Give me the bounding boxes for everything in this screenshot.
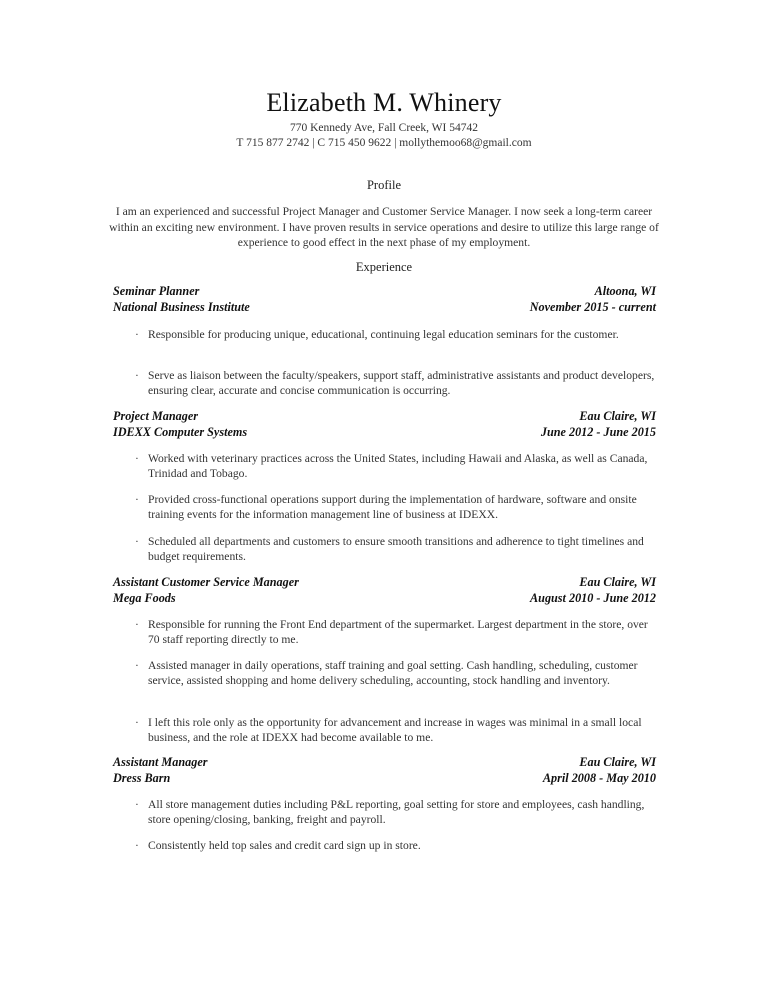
bullet-dot: · — [135, 535, 139, 548]
bullet-text: All store management duties including P&L reporting, goal setting for store and employees, cash handling, store opening/closing, banking, freight and payroll. — [148, 798, 645, 826]
experience-heading: Experience — [355, 260, 413, 274]
job-bullet — [135, 535, 660, 564]
job-dates: November 2015 - current — [529, 300, 656, 314]
bullet-text: Responsible for running the Front End department of the supermarket. Largest department in the store, over 70 staff reporting directly to me. — [148, 618, 648, 646]
bullet-text: I left this role only as the opportunity for advancement and increase in wages was minimal in a small local business, and the role at IDEXX had become available to me. — [148, 716, 642, 744]
job-bullet — [135, 839, 660, 854]
bullet-text: Worked with veterinary practices across the United States, including Hawaii and Alaska, as well as Canada, Trinidad and Tobago. — [148, 452, 648, 480]
job-company-row — [113, 771, 656, 787]
job-bullet — [135, 618, 660, 647]
job-title: Assistant Customer Service Manager — [113, 575, 299, 589]
bullet-dot: · — [135, 659, 139, 672]
job-company-row — [113, 591, 656, 607]
job-bullet — [135, 328, 660, 343]
bullet-dot: · — [135, 839, 139, 852]
job-title: Seminar Planner — [113, 284, 200, 298]
job-bullet — [135, 452, 660, 481]
job-title-row — [113, 284, 656, 300]
bullet-dot: · — [135, 493, 139, 506]
job-title: Project Manager — [113, 409, 198, 423]
job-location: Eau Claire, WI — [579, 575, 656, 589]
bullet-text: Serve as liaison between the faculty/speakers, support staff, administrative assistants and product developers, ensuring clear, accurate and concise communication is occurring. — [148, 369, 655, 397]
job-bullet — [135, 493, 660, 522]
job-dates: August 2010 - June 2012 — [530, 591, 656, 605]
bullet-dot: · — [135, 618, 139, 631]
bullet-dot: · — [135, 452, 139, 465]
job-dates: April 2008 - May 2010 — [542, 771, 656, 785]
bullet-text: Scheduled all departments and customers to ensure smooth transitions and adherence to tight timelines and budget requirements. — [148, 535, 644, 563]
bullet-dot: · — [135, 798, 139, 811]
job-title-row — [113, 755, 656, 771]
job-location: Eau Claire, WI — [579, 409, 656, 423]
job-company-row — [113, 300, 656, 316]
job-bullet — [135, 369, 660, 398]
job-location: Altoona, WI — [594, 284, 656, 298]
job-bullet — [135, 798, 660, 827]
job-bullet — [135, 659, 660, 688]
job-company: Mega Foods — [113, 591, 176, 605]
job-company-row — [113, 425, 656, 441]
address-line: 770 Kennedy Ave, Fall Creek, WI 54742 — [289, 122, 478, 134]
bullet-dot: · — [135, 369, 139, 382]
job-title: Assistant Manager — [113, 755, 208, 769]
job-company: Dress Barn — [113, 771, 171, 785]
bullet-text: Consistently held top sales and credit card sign up in store. — [148, 839, 421, 852]
bullet-text: Provided cross-functional operations support during the implementation of hardware, software and onsite training events for the information management line of business at IDEXX. — [148, 493, 637, 521]
candidate-name: Elizabeth M. Whinery — [266, 88, 502, 117]
job-bullet — [135, 716, 660, 745]
job-dates: June 2012 - June 2015 — [540, 425, 656, 439]
profile-heading: Profile — [366, 178, 402, 192]
profile-text: I am an experienced and successful Project Manager and Customer Service Manager. I now seek a long-term career within an exciting new environment. I have proven results in service operations and desire to utilize this large range of experience to good effect in the next phase of my employment. — [109, 205, 659, 249]
bullet-text: Responsible for producing unique, educational, continuing legal education seminars for the customer. — [148, 328, 619, 341]
job-company: IDEXX Computer Systems — [113, 425, 248, 439]
contact-line: T 715 877 2742 | C 715 450 9622 | mollythemoo68@gmail.com — [236, 137, 532, 149]
bullet-text: Assisted manager in daily operations, staff training and goal setting. Cash handling, scheduling, customer service, assisted shopping and home delivery scheduling, accounting, stock handling and inventory. — [148, 659, 638, 687]
job-location: Eau Claire, WI — [579, 755, 656, 769]
job-company: National Business Institute — [113, 300, 250, 314]
bullet-dot: · — [135, 328, 139, 341]
job-title-row — [113, 409, 656, 425]
bullet-dot: · — [135, 716, 139, 729]
job-title-row — [113, 575, 656, 591]
